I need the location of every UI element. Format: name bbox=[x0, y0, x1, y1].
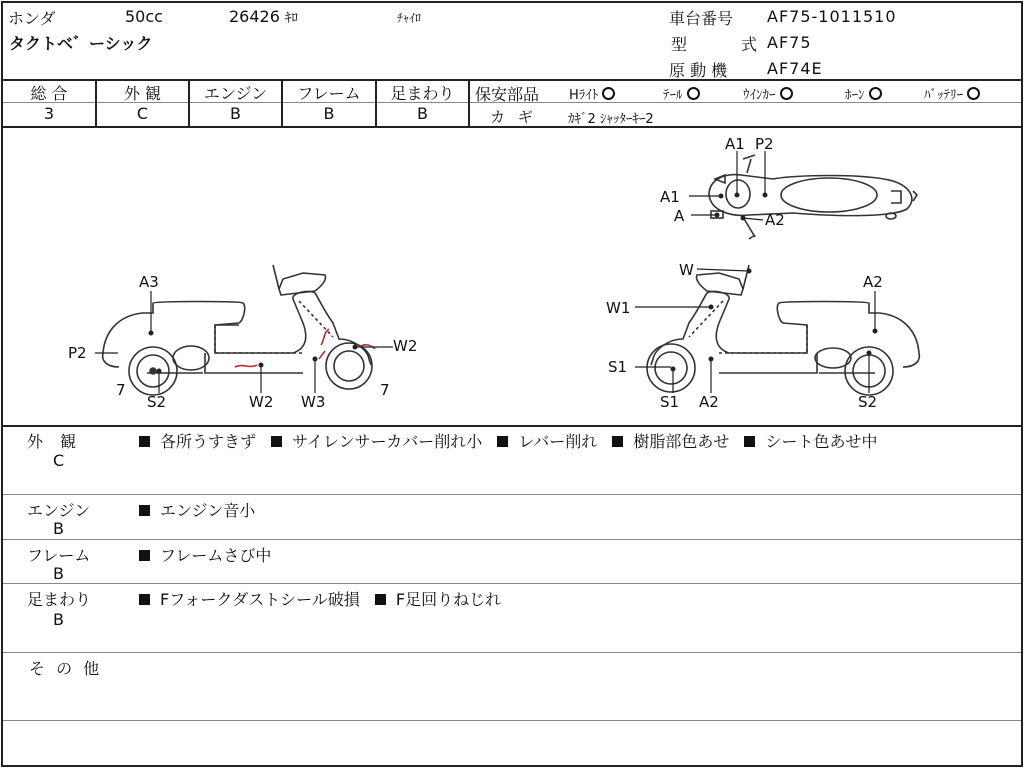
ok-circle-icon bbox=[687, 87, 700, 100]
remark-list-engine bbox=[139, 498, 265, 521]
damage-label: A2 bbox=[699, 393, 719, 411]
remark-list-exterior bbox=[139, 429, 887, 452]
divider bbox=[3, 583, 1021, 584]
safety-item-taillight bbox=[663, 84, 700, 103]
rating-header-frame: フレーム bbox=[297, 84, 361, 103]
remark-grade-exterior: C bbox=[53, 451, 65, 470]
damage-label: W1 bbox=[606, 299, 631, 317]
model-name: タクトベ゛ーシック bbox=[9, 34, 153, 53]
safety-item-name: ｳｲﾝｶｰ bbox=[743, 88, 776, 103]
damage-label: S2 bbox=[147, 393, 167, 411]
ok-circle-icon bbox=[967, 87, 980, 100]
remark-label-frame: フレーム bbox=[27, 546, 91, 565]
divider bbox=[3, 425, 1021, 427]
bullet-icon bbox=[497, 436, 508, 447]
remark-grade-engine: B bbox=[53, 519, 64, 538]
damage-label: P2 bbox=[68, 344, 87, 362]
damage-label: S1 bbox=[608, 358, 628, 376]
frame-number-label: 車台番号 bbox=[669, 9, 734, 28]
engine-label: 原 動 機 bbox=[669, 61, 728, 80]
type-value: AF75 bbox=[767, 33, 812, 52]
damage-label: 7 bbox=[380, 381, 390, 399]
mileage bbox=[229, 7, 298, 26]
safety-item-battery bbox=[924, 84, 980, 103]
remark-item: Fフォークダストシール破損 bbox=[160, 590, 360, 609]
safety-item-name: ﾎｰﾝ bbox=[845, 88, 865, 103]
type-label-2: 式 bbox=[741, 35, 758, 54]
bullet-icon bbox=[139, 594, 150, 605]
bullet-icon bbox=[612, 436, 623, 447]
safety-item-name: ﾊﾞｯﾃﾘｰ bbox=[924, 88, 963, 103]
key-value: ｶｷﾞ2 ｼｬｯﾀｰｷｰ2 bbox=[568, 112, 654, 127]
divider bbox=[3, 539, 1021, 540]
type-label-1: 型 bbox=[671, 35, 688, 54]
inspection-sheet bbox=[1, 1, 1023, 767]
damage-label: 7 bbox=[116, 381, 126, 399]
remark-item: レバー削れ bbox=[518, 432, 598, 451]
divider bbox=[3, 494, 1021, 495]
bullet-icon bbox=[744, 436, 755, 447]
remark-item: フレームさび中 bbox=[160, 546, 272, 565]
remark-list-suspension bbox=[139, 587, 511, 610]
safety-item-winker bbox=[743, 84, 793, 103]
rating-value-suspension: B bbox=[417, 104, 428, 123]
damage-label: P2 bbox=[755, 135, 774, 153]
remark-item: F足回りねじれ bbox=[395, 590, 502, 609]
rating-header-overall: 総 合 bbox=[30, 84, 68, 103]
remark-list-frame bbox=[139, 543, 281, 566]
mileage-unit: ｷﾛ bbox=[285, 11, 298, 26]
damage-label: W2 bbox=[249, 393, 274, 411]
remark-label-engine: エンジン bbox=[27, 501, 91, 520]
ok-circle-icon bbox=[780, 87, 793, 100]
frame-number: AF75-1011510 bbox=[767, 7, 897, 26]
divider bbox=[3, 720, 1021, 721]
safety-item-horn bbox=[845, 84, 882, 103]
scooter-top-view bbox=[709, 155, 917, 239]
mileage-value: 26426 bbox=[229, 7, 280, 26]
bullet-icon bbox=[139, 436, 150, 447]
safety-item-name: Hﾗｲﾄ bbox=[569, 88, 599, 103]
remark-label-other: そ の 他 bbox=[29, 659, 103, 678]
damage-label: A bbox=[674, 207, 685, 225]
damage-label: S1 bbox=[660, 393, 680, 411]
damage-label: W3 bbox=[301, 393, 326, 411]
rating-value-overall: 3 bbox=[43, 104, 55, 123]
ok-circle-icon bbox=[602, 87, 615, 100]
rating-value-engine: B bbox=[230, 104, 241, 123]
remark-item: シート色あせ中 bbox=[765, 432, 878, 451]
remark-label-exterior: 外 観 bbox=[27, 432, 83, 451]
remark-label-suspension: 足まわり bbox=[27, 590, 92, 609]
maker-name: ホンダ bbox=[8, 9, 56, 28]
damage-label: A2 bbox=[765, 211, 785, 229]
bullet-icon bbox=[139, 550, 150, 561]
divider bbox=[468, 79, 470, 127]
rating-header-exterior: 外 観 bbox=[123, 84, 162, 103]
displacement: 50cc bbox=[125, 7, 163, 26]
remark-item: エンジン音小 bbox=[160, 501, 256, 520]
remark-item: サイレンサーカバー削れ小 bbox=[292, 432, 483, 451]
damage-label: A1 bbox=[660, 188, 680, 206]
key-label: カ ギ bbox=[490, 108, 537, 126]
bullet-icon bbox=[139, 505, 150, 516]
damage-label: A2 bbox=[863, 273, 883, 291]
remark-item: 樹脂部色あせ bbox=[633, 432, 730, 451]
bullet-icon bbox=[375, 594, 386, 605]
damage-label: W bbox=[679, 261, 694, 279]
safety-item-headlight bbox=[569, 84, 615, 103]
remark-item: 各所うすきず bbox=[160, 432, 257, 451]
damage-label: A3 bbox=[139, 273, 159, 291]
safety-item-name: ﾃｰﾙ bbox=[663, 88, 683, 103]
rating-value-exterior: C bbox=[136, 104, 149, 123]
rating-header-suspension: 足まわり bbox=[390, 84, 455, 103]
ok-circle-icon bbox=[869, 87, 882, 100]
rating-value-frame: B bbox=[323, 104, 335, 123]
remark-grade-suspension: B bbox=[53, 610, 64, 629]
body-color: ﾁｬｲﾛ bbox=[397, 11, 422, 25]
damage-label: A1 bbox=[725, 135, 745, 153]
rating-header-engine: エンジン bbox=[203, 84, 268, 103]
bullet-icon bbox=[271, 436, 282, 447]
engine-model: AF74E bbox=[767, 59, 823, 78]
damage-label: W2 bbox=[393, 337, 418, 355]
remark-grade-frame: B bbox=[53, 564, 64, 583]
safety-parts-label: 保安部品 bbox=[475, 85, 540, 104]
divider bbox=[3, 652, 1021, 653]
damage-label: S2 bbox=[858, 393, 878, 411]
